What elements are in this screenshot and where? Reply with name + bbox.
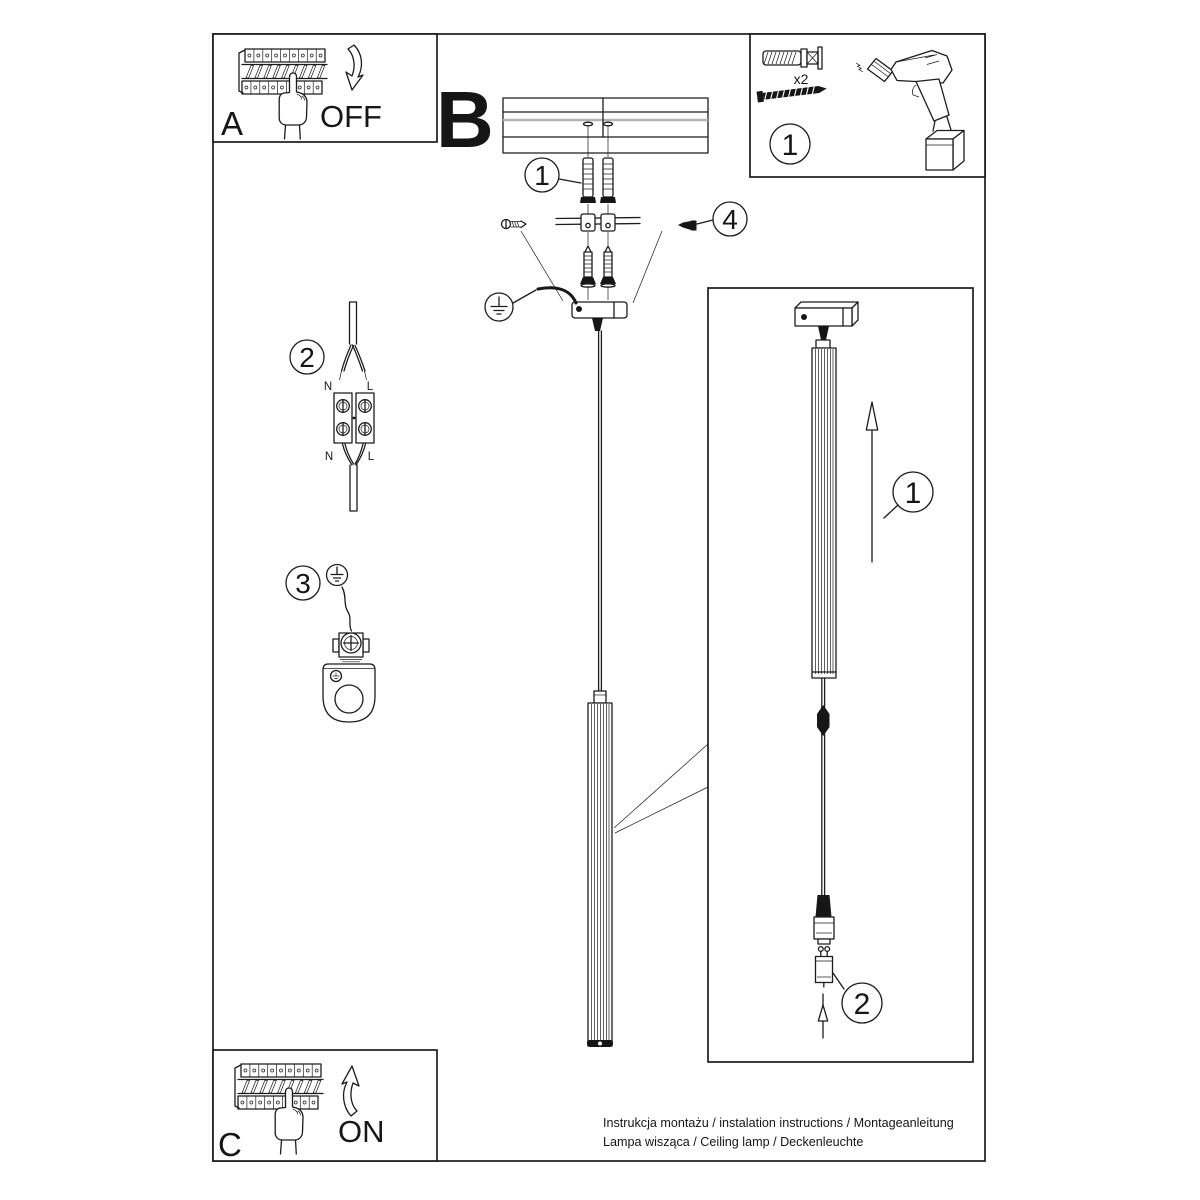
- assembly-panel: [708, 288, 973, 1062]
- parts-panel: [750, 34, 985, 177]
- ground-wire: [538, 288, 576, 303]
- assembly-panel-box: [708, 288, 973, 1062]
- canopy-bracket-icon: [323, 664, 375, 722]
- panel-a-letter: A: [221, 105, 244, 142]
- parts-step-number: 1: [781, 129, 799, 162]
- on-label: ON: [338, 1114, 385, 1149]
- rod-step-number: 1: [904, 477, 922, 510]
- ground-clamp-icon: [333, 633, 369, 662]
- ground-symbol-small-icon: [327, 565, 348, 586]
- bulb-step-number: 2: [853, 988, 871, 1021]
- side-screw-right-icon: [678, 221, 697, 231]
- panel-c: [213, 1050, 437, 1163]
- ground-lead-wire: [342, 587, 352, 631]
- assembly-tube: [812, 340, 836, 678]
- plug-quantity-label: x2: [793, 71, 809, 87]
- mounting-screw-left-icon: [580, 246, 596, 287]
- wiring-step-number: 2: [299, 342, 315, 373]
- terminal-l-top-label: L: [366, 381, 374, 393]
- wiring-detail: [290, 302, 375, 511]
- off-label: OFF: [320, 99, 382, 134]
- ceiling-plank: [503, 98, 708, 153]
- panel-b-letter: B: [436, 75, 494, 164]
- anchor-callout-leader: [559, 179, 581, 183]
- ceiling-canopy: [572, 302, 627, 331]
- grounding-step-number: 3: [295, 568, 311, 599]
- ground-symbol-icon: [485, 290, 536, 321]
- terminal-n-top-label: N: [323, 381, 333, 393]
- mounting-screw-right-icon: [600, 246, 616, 287]
- wall-anchor-left-icon: [580, 158, 596, 203]
- grounding-detail: [286, 565, 375, 723]
- supply-cable: [340, 302, 367, 380]
- terminal-n-bottom-label: N: [324, 451, 334, 463]
- terminal-block: [334, 393, 374, 443]
- screw-step-number: 4: [722, 204, 738, 235]
- side-screw-left-icon: [502, 220, 527, 229]
- panel-c-letter: C: [218, 1126, 242, 1163]
- footer-line-1: Instrukcja montażu / instalation instructions / Montageanleitung: [603, 1116, 954, 1130]
- screw-callout-leader: [697, 220, 713, 224]
- suspension-cord: [599, 331, 602, 692]
- terminal-l-bottom-label: L: [367, 451, 375, 463]
- wall-anchor-right-icon: [600, 158, 616, 203]
- panel-b: [436, 75, 747, 1047]
- panel-a: [213, 34, 437, 142]
- mounting-bracket: [556, 214, 640, 231]
- lamp-cable: [343, 444, 366, 511]
- detail-view-leaders: [614, 744, 708, 833]
- footer: [603, 1116, 954, 1149]
- pendant-tube: [587, 691, 613, 1047]
- anchor-step-number: 1: [534, 160, 550, 191]
- footer-line-2: Lampa wisząca / Ceiling lamp / Deckenleuchte: [603, 1135, 864, 1149]
